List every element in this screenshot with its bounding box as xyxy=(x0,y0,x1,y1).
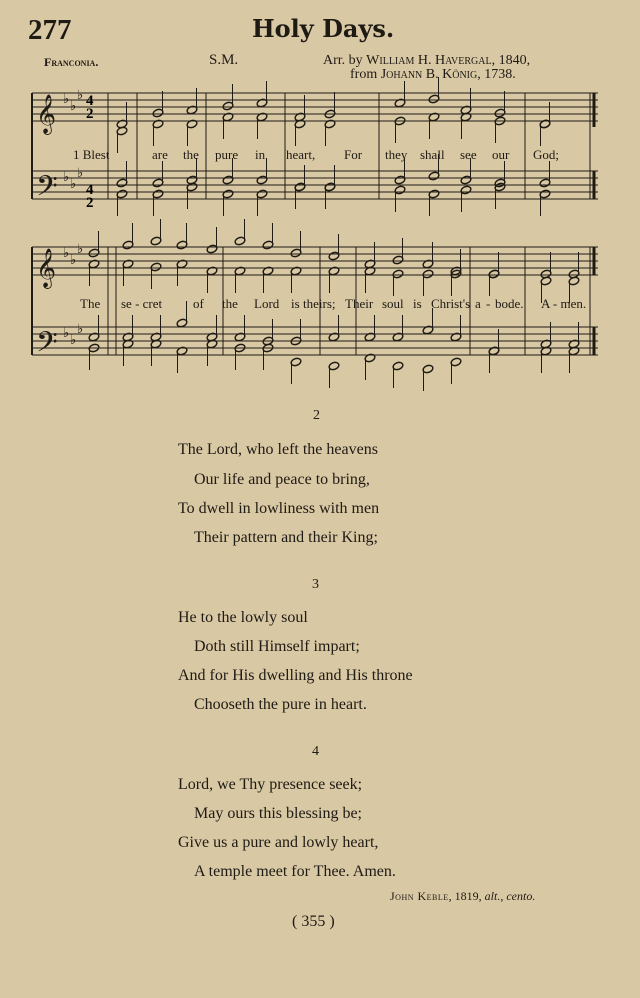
meter: S.M. xyxy=(209,52,239,68)
lyric-syllable: theirs; xyxy=(303,296,336,311)
source-prefix: from xyxy=(350,67,381,82)
lyric-syllable: God; xyxy=(533,147,559,162)
bass-clef-icon: 𝄢 xyxy=(36,170,58,210)
lyric-syllable: bode. xyxy=(495,296,524,311)
verse-line: Lord, we Thy presence seek; xyxy=(178,776,363,793)
time-signature-bass-top: 4 xyxy=(86,182,94,198)
lyric-syllable: shall xyxy=(420,147,445,162)
flat-icon: ♭ xyxy=(70,99,77,114)
lyric-syllable: the xyxy=(222,296,238,311)
verse-line: The Lord, who left the heavens xyxy=(178,441,378,458)
author-year: , 1819, xyxy=(448,889,485,903)
flat-icon: ♭ xyxy=(63,326,70,341)
verse-line: Their pattern and their King; xyxy=(194,529,378,546)
flat-icon: ♭ xyxy=(63,170,70,185)
verse-line: Our life and peace to bring, xyxy=(194,471,370,488)
lyric-syllable: Their xyxy=(345,296,374,311)
treble-clef-icon: 𝄞 xyxy=(36,248,57,288)
clefs xyxy=(36,88,83,366)
verse-number: 3 xyxy=(312,577,319,592)
page-number: ( 355 ) xyxy=(292,913,335,930)
treble-clef-icon: 𝄞 xyxy=(36,94,57,134)
lyric-syllable: 1 Blest xyxy=(73,147,110,162)
lyric-syllable: they xyxy=(385,147,408,162)
author-credit xyxy=(390,889,535,904)
notes xyxy=(88,77,580,391)
lyric-syllable: of xyxy=(193,296,204,311)
lyric-syllable: For xyxy=(344,147,363,162)
verse-line: And for His dwelling and His throne xyxy=(178,667,413,684)
lyric-syllable: The xyxy=(80,296,101,311)
arranger-prefix: Arr. by xyxy=(323,53,367,68)
lyric-syllable: see xyxy=(460,147,477,162)
lyric-syllable: Lord xyxy=(254,296,280,311)
verse-line: He to the lowly soul xyxy=(178,609,308,626)
hymn-number: 277 xyxy=(28,14,72,46)
source-name: Johann B. König xyxy=(380,67,478,82)
lyric-syllable: pure xyxy=(215,147,239,162)
lyric-syllable: the xyxy=(183,147,199,162)
flat-icon: ♭ xyxy=(77,242,84,257)
verse-line: Give us a pure and lowly heart, xyxy=(178,834,379,851)
lyric-syllable: in xyxy=(255,147,266,162)
verse-number: 4 xyxy=(312,744,319,759)
lyric-syllable: our xyxy=(492,147,510,162)
flat-icon: ♭ xyxy=(63,246,70,261)
bass-clef-icon: 𝄢 xyxy=(36,326,58,366)
verse-line: Doth still Himself impart; xyxy=(194,638,360,655)
flat-icon: ♭ xyxy=(70,253,77,268)
arranger-year: , 1840, xyxy=(491,53,531,68)
lyric-syllable: is xyxy=(291,296,300,311)
tune-name: Franconia. xyxy=(44,55,99,69)
verse-line: A temple meet for Thee. Amen. xyxy=(194,863,396,880)
arranger-name: William H. Havergal xyxy=(366,53,492,68)
flat-icon: ♭ xyxy=(63,92,70,107)
flat-icon: ♭ xyxy=(77,322,84,337)
lyric-syllable: A - men. xyxy=(541,296,587,311)
verse-line: May ours this blessing be; xyxy=(194,805,362,822)
source-year: , 1738. xyxy=(477,67,516,82)
author-name: John Keble xyxy=(390,889,449,903)
time-signature-bass-bottom: 2 xyxy=(86,195,94,211)
flat-icon: ♭ xyxy=(77,166,84,181)
lyric-syllable: - xyxy=(486,296,491,311)
flat-icon: ♭ xyxy=(77,88,84,103)
lyric-syllable: heart, xyxy=(286,147,316,162)
verse-line: Chooseth the pure in heart. xyxy=(194,696,367,713)
lyric-syllable: a xyxy=(475,296,481,311)
time-signature-top: 4 xyxy=(86,93,94,109)
music-score xyxy=(0,0,640,400)
time-signature-bottom: 2 xyxy=(86,106,94,122)
section-title: Holy Days. xyxy=(252,14,395,43)
lyric-syllable: se - cret xyxy=(121,296,163,311)
author-note: alt., cento. xyxy=(484,889,536,903)
lyric-syllable: Christ's xyxy=(431,296,471,311)
verse-number: 2 xyxy=(313,408,320,423)
flat-icon: ♭ xyxy=(70,333,77,348)
lyric-syllable: are xyxy=(152,147,168,162)
lyric-syllable: soul xyxy=(382,296,404,311)
verse-line: To dwell in lowliness with men xyxy=(178,500,380,517)
flat-icon: ♭ xyxy=(70,177,77,192)
lyric-syllable: is xyxy=(413,296,422,311)
